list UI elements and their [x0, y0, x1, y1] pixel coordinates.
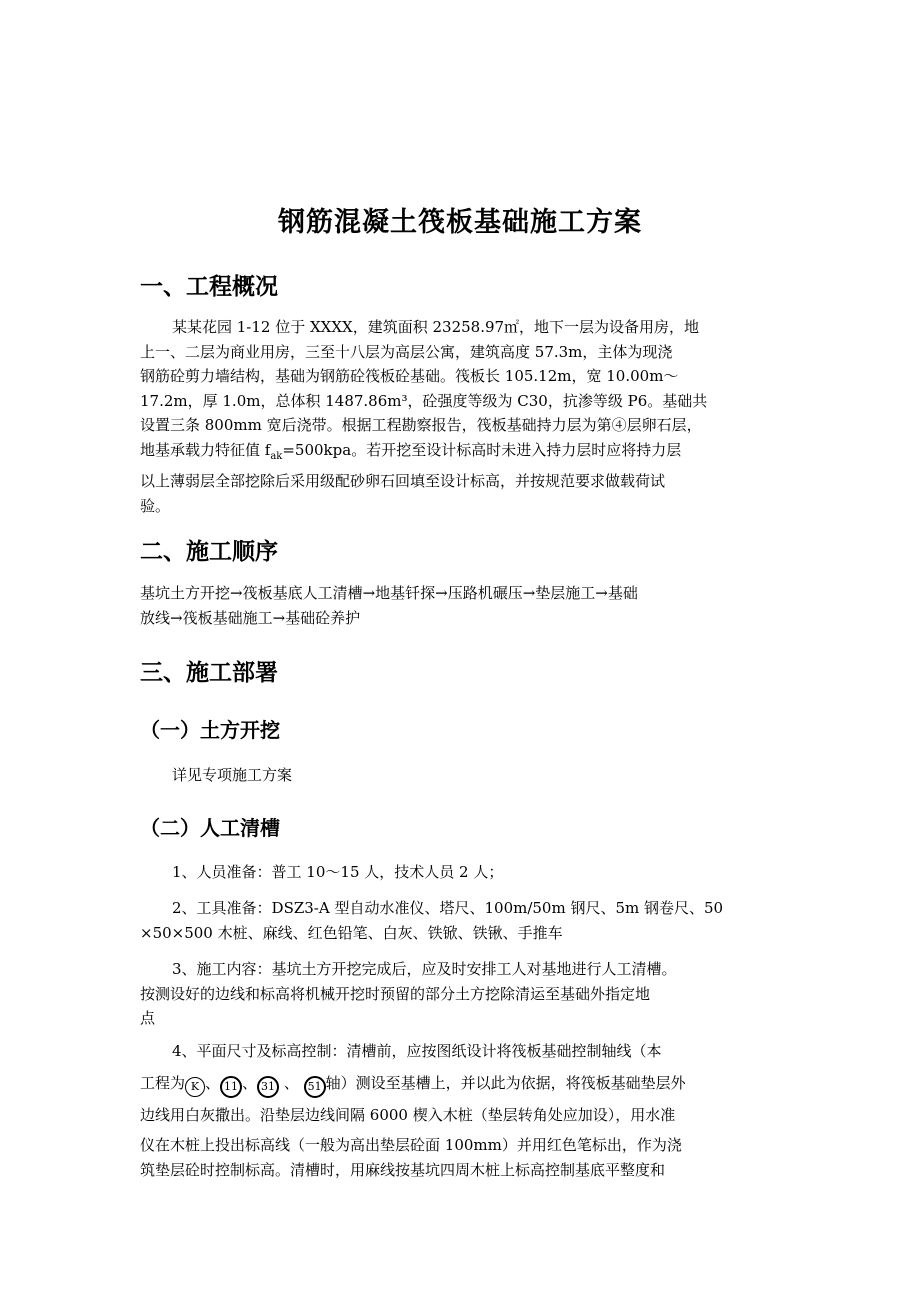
document-title: 钢筋混凝土筏板基础施工方案: [278, 207, 642, 238]
text-line: 验。: [140, 496, 171, 515]
text-line: 某某花园 1-12 位于 XXXX，建筑面积 23258.97㎡，地下一层为设备用房，地: [172, 318, 700, 336]
item-tools: [140, 896, 782, 945]
text-line: 边线用白灰撒出。沿垫层边线间隔 6000 楔入木桩（垫层转角处应加设），用水准: [140, 1106, 676, 1124]
axis-k-circle: K: [185, 1077, 205, 1097]
separator: 、: [279, 1074, 304, 1092]
text-line: 基坑土方开挖→筏板基底人工清槽→地基钎探→压路机碾压→垫层施工→基础: [140, 584, 638, 602]
item-dimension-control-cont: [140, 1133, 782, 1182]
text-line: 4、平面尺寸及标高控制：清槽前，应按图纸设计将筏板基础控制轴线（本: [172, 1042, 662, 1060]
text-line: 17.2m，厚 1.0m，总体积 1487.86m³，砼强度等级为 C30，抗渗等级 P6。基础共: [140, 391, 708, 410]
text-line: 3、施工内容：基坑土方开挖完成后，应及时安排工人对基地进行人工清槽。: [172, 960, 677, 978]
section-heading-sequence: 二、施工顺序: [140, 539, 278, 565]
separator: 、: [205, 1074, 221, 1092]
subsection-heading-manual-cleaning: （二）人工清槽: [140, 816, 280, 840]
item-content: [140, 957, 782, 1031]
subscript-ak: ak: [270, 450, 283, 462]
text-fragment: 轴）测设至基槽上，并以此为依据，将筏板基础垫层外: [325, 1074, 686, 1092]
sequence-paragraph: [140, 581, 782, 630]
separator: 、: [242, 1074, 258, 1092]
subsection-heading-earthwork: （一）土方开挖: [140, 718, 280, 742]
axis-51-circle: 51: [304, 1076, 326, 1098]
text-fragment: 工程为: [140, 1074, 186, 1092]
item-dimension-control: [140, 1035, 782, 1131]
text-fragment: =500kpa。若开挖至设计标高时未进入持力层时应将持力层: [282, 440, 682, 459]
text-line: 放线→筏板基础施工→基础砼养护: [140, 608, 361, 627]
text-line: 详见专项施工方案: [172, 766, 293, 784]
text-line: 设置三条 800mm 宽后浇带。根据工程勘察报告，筏板基础持力层为第④层卵石层，: [140, 416, 702, 434]
text-line: ×50×500 木桩、麻线、红色铅笔、白灰、铁锨、铁锹、手推车: [140, 923, 563, 942]
text-line: 钢筋砼剪力墙结构，基础为钢筋砼筏板砼基础。筏板长 105.12m，宽 10.00m～: [140, 367, 679, 385]
text-line-bearing-capacity: [140, 438, 782, 470]
section-heading-overview: 一、工程概况: [140, 274, 278, 300]
earthwork-paragraph: [140, 763, 782, 788]
axis-11-circle: 11: [220, 1076, 242, 1098]
section-heading-deployment: 三、施工部署: [140, 660, 278, 686]
text-line: 点: [140, 1009, 156, 1027]
text-line: 以上薄弱层全部挖除后采用级配砂卵石回填至设计标高，并按规范要求做载荷试: [140, 472, 666, 490]
overview-paragraph: [140, 315, 782, 518]
text-line-axes: [140, 1067, 782, 1099]
text-fragment: 地基承载力特征值 f: [140, 440, 271, 459]
text-line: 2、工具准备：DSZ3-A 型自动水准仪、塔尺、100m/50m 钢尺、5m 钢卷尺、50: [172, 899, 724, 917]
text-line: 筑垫层砼时控制标高。清槽时，用麻线按基坑四周木桩上标高控制基底平整度和: [140, 1160, 666, 1179]
text-line: 1、人员准备：普工 10～15 人，技术人员 2 人；: [172, 863, 504, 881]
item-personnel: [140, 860, 782, 885]
axis-31-circle: 31: [257, 1076, 279, 1098]
text-line: 仪在木桩上投出标高线（一般为高出垫层砼面 100mm）并用红色笔标出，作为浇: [140, 1136, 682, 1154]
text-line: 按测设好的边线和标高将机械开挖时预留的部分土方挖除清运至基础外指定地: [140, 984, 651, 1003]
text-line: 上一、二层为商业用房，三至十八层为高层公寓，建筑高度 57.3m，主体为现浇: [140, 342, 673, 361]
